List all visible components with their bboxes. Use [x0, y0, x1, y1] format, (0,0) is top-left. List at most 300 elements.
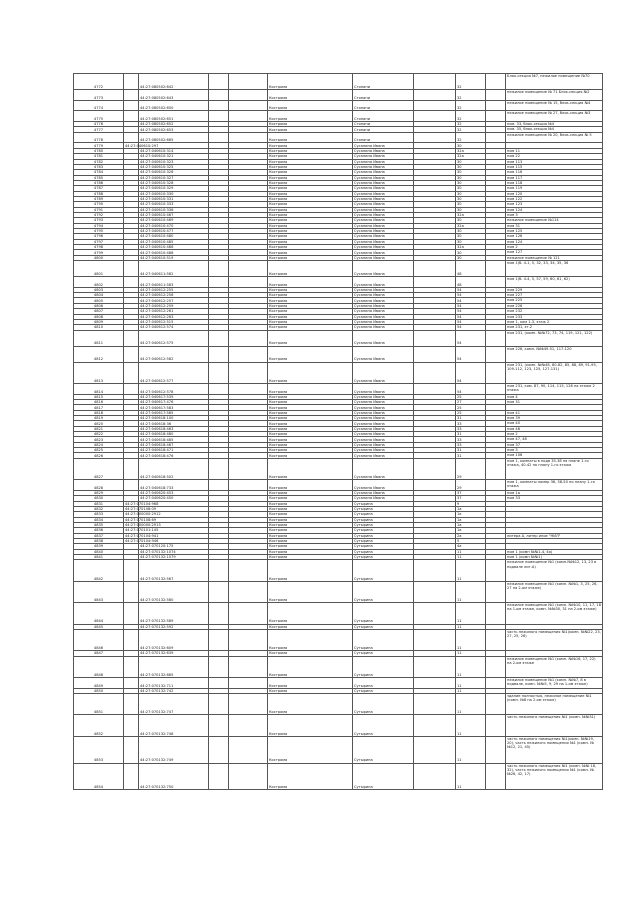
row-number: 4795 [74, 228, 124, 233]
blank-cell [414, 715, 456, 736]
table-row [74, 560, 603, 581]
blank-cell [414, 362, 456, 383]
cadastral-number: 44:27:070132:639 [139, 651, 209, 656]
blank-cell [209, 715, 229, 736]
house-cell: 31 [456, 448, 486, 453]
house-cell: 25 [456, 394, 486, 399]
note-cell: пом 1а [506, 490, 603, 495]
blank-cell [209, 384, 229, 395]
cadastral-number: 44:27:040610:326 [139, 170, 209, 175]
blank-cell [486, 261, 506, 277]
row-number: 4813 [74, 362, 124, 383]
note-cell: пом 124 [506, 239, 603, 244]
cadastral-number-alt [124, 74, 139, 90]
blank-cell [229, 277, 268, 288]
blank-cell [486, 560, 506, 581]
city-cell: Кострома [268, 122, 353, 127]
cadastral-number-alt [124, 277, 139, 288]
cadastral-number: 44:27:040610:323 [139, 159, 209, 164]
street-cell: Сусанина Ивана [353, 164, 414, 169]
street-cell: Сусанина Ивана [353, 330, 414, 346]
row-number: 4852 [74, 715, 124, 736]
house-cell: 30 [456, 255, 486, 260]
note-cell: пом 3 [506, 448, 603, 453]
house-cell: 32 [456, 132, 486, 143]
table-row [74, 261, 603, 277]
blank-cell [209, 277, 229, 288]
cadastral-number: 44:27:070132:742 [139, 688, 209, 693]
city-cell: Кострома [268, 678, 353, 689]
city-cell: Кострома [268, 656, 353, 677]
row-number: 4772 [74, 74, 124, 90]
blank-cell [414, 74, 456, 90]
cadastral-number: 44:27:040610:469 [139, 218, 209, 223]
table-row [74, 736, 603, 763]
row-number: 4836 [74, 528, 124, 533]
row-number: 4819 [74, 416, 124, 421]
house-cell: 1а [456, 517, 486, 522]
cadastral-number-alt: 44:27:070108:09 [125, 507, 157, 512]
street-cell: Сутырина [353, 688, 414, 693]
city-cell: Кострома [268, 394, 353, 399]
city-cell: Кострома [268, 154, 353, 159]
row-number: 4839 [74, 544, 124, 549]
cadastral-number: 44:27:070132:580 [139, 581, 209, 602]
register-body [74, 74, 603, 790]
blank-cell [209, 480, 229, 491]
city-cell: Кострома [268, 763, 353, 790]
blank-cell [486, 656, 506, 677]
cadastral-number: 44:27:040618:485 [139, 437, 209, 442]
blank-cell [229, 560, 268, 581]
cadastral-number: 44:27:040610:333 [139, 202, 209, 207]
row-number: 4802 [74, 277, 124, 288]
city-cell: Кострома [268, 298, 353, 303]
row-number: 4828 [74, 480, 124, 491]
street-cell: Сутырина [353, 533, 414, 538]
note-cell: нежилое помещение №1 (комн. №№7, 8 в подвале, комн. №№5, 9, 29 на 1-ом этаже) [506, 678, 603, 689]
city-cell: Кострома [268, 100, 353, 111]
cadastral-number: 44:27:040612:261 [139, 309, 209, 314]
note-cell: нежилое помещение № 121 [506, 255, 603, 260]
row-number: 4827 [74, 458, 124, 479]
city-cell: Кострома [268, 405, 353, 410]
street-cell: Сутырина [353, 624, 414, 629]
row-number: 4849 [74, 678, 124, 689]
row-number: 4811 [74, 330, 124, 346]
cadastral-number: 44:27:040612:578 [139, 384, 209, 395]
row-number: 4816 [74, 400, 124, 405]
house-cell: 11 [456, 549, 486, 554]
house-cell: 5 [456, 539, 486, 544]
blank-cell [486, 90, 506, 101]
row-number: 4844 [74, 603, 124, 624]
street-cell: Сусанина Ивана [353, 186, 414, 191]
street-cell: Сусанина Ивана [353, 154, 414, 159]
house-cell: 54 [456, 319, 486, 324]
city-cell: Кострома [268, 159, 353, 164]
city-cell: Кострома [268, 127, 353, 132]
row-number: 4809 [74, 319, 124, 324]
row-number: 4835 [74, 522, 124, 527]
cadastral-number: 44:27:040612:575 [139, 330, 209, 346]
city-cell: Кострома [268, 437, 353, 442]
row-number: 4842 [74, 560, 124, 581]
street-cell: Сусанина Ивана [353, 432, 414, 437]
house-cell: 48 [456, 277, 486, 288]
cadastral-number: 44:27:040617:476 [139, 400, 209, 405]
street-cell: Сутырина [353, 651, 414, 656]
cadastral-number: 44:27:070132:749 [139, 736, 209, 763]
street-cell: Сутырина [353, 501, 414, 506]
street-cell: Сусанина Ивана [353, 400, 414, 405]
row-number: 4786 [74, 180, 124, 185]
street-cell: Сутырина [353, 555, 414, 560]
blank-cell [229, 346, 268, 362]
street-cell: Сусанина Ивана [353, 448, 414, 453]
city-cell: Кострома [268, 448, 353, 453]
note-cell: пом 233 [506, 314, 603, 319]
row-number: 4788 [74, 191, 124, 196]
house-cell: 32а [456, 212, 486, 217]
street-cell: Сусанина Ивана [353, 207, 414, 212]
street-cell: Сусанина Ивана [353, 239, 414, 244]
blank-cell [414, 763, 456, 790]
blank-cell [209, 90, 229, 101]
street-cell: Стопани [353, 122, 414, 127]
cadastral-number: 44:27:040612:577 [139, 362, 209, 383]
blank-cell [229, 763, 268, 790]
city-cell: Кострома [268, 549, 353, 554]
house-cell: 30 [456, 191, 486, 196]
street-cell: Сутырина [353, 715, 414, 736]
cadastral-number-alt [124, 656, 139, 677]
row-number: 4801 [74, 261, 124, 277]
note-cell: пом 231, (комн. №№72, 73, 74, 119, 121, 122) [506, 330, 603, 346]
city-cell: Кострома [268, 432, 353, 437]
cadastral-number: 44:27:040618:480 [139, 432, 209, 437]
row-number: 4804 [74, 293, 124, 298]
city-cell: Кострома [268, 245, 353, 250]
note-cell: нежилое помещение №1 (комн.№№12, 13, 23 в подвале лит.А) [506, 560, 603, 581]
row-number: 4780 [74, 148, 124, 153]
city-cell: Кострома [268, 90, 353, 101]
house-cell: 30 [456, 228, 486, 233]
table-row [74, 330, 603, 346]
blank-cell [209, 629, 229, 650]
blank-cell [414, 261, 456, 277]
street-cell: Сутырина [353, 506, 414, 511]
cadastral-number-alt [124, 560, 139, 581]
street-cell: Стопани [353, 100, 414, 111]
house-cell: 33 [456, 442, 486, 447]
row-number: 4846 [74, 629, 124, 650]
street-cell: Сусанина Ивана [353, 175, 414, 180]
city-cell: Кострома [268, 148, 353, 153]
note-cell: нежилое помещение №1 (комн. №№10, 11, 17, 18 на 1-ом этаже, комн. №№30, 31 на 2-ом этаже) [506, 603, 603, 624]
table-row [74, 480, 603, 491]
street-cell: Стопани [353, 74, 414, 90]
street-cell: Сусанина Ивана [353, 143, 414, 148]
city-cell: Кострома [268, 319, 353, 324]
blank-cell [486, 100, 506, 111]
house-cell: 11 [456, 581, 486, 602]
row-number: 4837 [74, 533, 124, 538]
row-number: 4783 [74, 164, 124, 169]
cadastral-number: 44:27:040618:502 [139, 458, 209, 479]
street-cell: Сусанина Ивана [353, 442, 414, 447]
row-number: 4840 [74, 549, 124, 554]
city-cell: Кострома [268, 239, 353, 244]
street-cell: Сусанина Ивана [353, 458, 414, 479]
city-cell: Кострома [268, 234, 353, 239]
blank-cell [229, 132, 268, 143]
row-number: 4790 [74, 202, 124, 207]
cadastral-number: 44:27:040610:470 [139, 223, 209, 228]
house-cell: 30 [456, 239, 486, 244]
row-number: 4792 [74, 212, 124, 217]
city-cell: Кострома [268, 629, 353, 650]
note-cell: пом 11 [506, 148, 603, 153]
city-cell: Кострома [268, 186, 353, 191]
street-cell: Сусанина Ивана [353, 325, 414, 330]
house-cell: 11 [456, 678, 486, 689]
note-cell: пом 106 [506, 453, 603, 458]
blank-cell [486, 736, 506, 763]
note-cell: пом 225 [506, 298, 603, 303]
city-cell: Кострома [268, 603, 353, 624]
cadastral-number-alt: 44:27:070104:946 [125, 539, 159, 544]
blank-cell [414, 100, 456, 111]
blank-cell [229, 603, 268, 624]
house-cell: 9 [456, 501, 486, 506]
blank-cell [414, 560, 456, 581]
house-cell: 30 [456, 186, 486, 191]
table-row [74, 132, 603, 143]
row-number: 4848 [74, 656, 124, 677]
street-cell: Сутырина [353, 522, 414, 527]
cadastral-number-alt: 44:27:000000:2912 [125, 512, 161, 517]
street-cell: Сутырина [353, 629, 414, 650]
cadastral-number: 44:27:040620:450 [139, 496, 209, 501]
row-number: 4798 [74, 245, 124, 250]
house-cell: 32а [456, 148, 486, 153]
street-cell: Сутырина [353, 549, 414, 554]
cadastral-number: 44:27:070132:609 [139, 629, 209, 650]
city-cell: Кострома [268, 74, 353, 90]
city-cell: Кострома [268, 651, 353, 656]
blank-cell [486, 458, 506, 479]
blank-cell [414, 346, 456, 362]
cadastral-number: 44:27:040610:331 [139, 196, 209, 201]
blank-cell [209, 261, 229, 277]
row-number: 4773 [74, 90, 124, 101]
cadastral-number-alt [124, 694, 139, 715]
row-number: 4833 [74, 512, 124, 517]
city-cell: Кострома [268, 277, 353, 288]
table-row [74, 715, 603, 736]
cadastral-number-alt [124, 629, 139, 650]
note-cell: пом 124 [506, 207, 603, 212]
house-cell: 1а [456, 506, 486, 511]
street-cell: Сусанина Ивана [353, 346, 414, 362]
street-cell: Сутырина [353, 560, 414, 581]
street-cell: Сусанина Ивана [353, 196, 414, 201]
house-cell: 31 [456, 453, 486, 458]
note-cell: пом 1(б. 4-1, 5, 32, 33, 34, 35, 36 [506, 261, 603, 277]
city-cell: Кострома [268, 143, 353, 148]
row-number: 4782 [74, 159, 124, 164]
city-cell: Кострома [268, 330, 353, 346]
cadastral-number: 44:27:040617:583 [139, 405, 209, 410]
table-row [74, 277, 603, 288]
blank-cell [486, 629, 506, 650]
house-cell: 11 [456, 603, 486, 624]
cadastral-number: 44:27:040610:321 [139, 154, 209, 159]
table-row [74, 629, 603, 650]
note-cell: пом. 35, блок-секция №4 [506, 127, 603, 132]
cadastral-number-alt [124, 715, 139, 736]
row-number: 4850 [74, 688, 124, 693]
house-cell: 54 [456, 303, 486, 308]
blank-cell [229, 629, 268, 650]
blank-cell [414, 656, 456, 677]
row-number: 4823 [74, 437, 124, 442]
table-row [74, 603, 603, 624]
house-cell: 54 [456, 362, 486, 383]
cadastral-number-alt [124, 603, 139, 624]
street-cell: Сутырина [353, 544, 414, 549]
house-cell: 33 [456, 426, 486, 431]
cadastral-number: 44:27:070132:711 [139, 678, 209, 689]
row-number: 4793 [74, 218, 124, 223]
cadastral-number-alt [124, 261, 139, 277]
cadastral-number: 44:27:070120:175 [139, 544, 209, 549]
house-cell: 30 [456, 164, 486, 169]
house-cell: 32 [456, 127, 486, 132]
note-cell: пом 127 [506, 250, 603, 255]
blank-cell [414, 458, 456, 479]
blank-cell [209, 330, 229, 346]
table-row [74, 100, 603, 111]
row-number: 4797 [74, 239, 124, 244]
cadastral-number: 44:27:040611:582 [139, 261, 209, 277]
note-cell: пом 37 [506, 442, 603, 447]
house-cell: 54 [456, 346, 486, 362]
city-cell: Кострома [268, 400, 353, 405]
table-row [74, 458, 603, 479]
house-cell: 30 [456, 196, 486, 201]
cadastral-number: 44:27:040610:328 [139, 180, 209, 185]
house-cell: 30 [456, 175, 486, 180]
city-cell: Кострома [268, 442, 353, 447]
blank-cell [486, 346, 506, 362]
cadastral-number: 44:27:040610:486 [139, 245, 209, 250]
city-cell: Кострома [268, 212, 353, 217]
table-row [74, 362, 603, 383]
row-number: 4810 [74, 325, 124, 330]
house-cell: 30 [456, 202, 486, 207]
cadastral-number: 44:27:040618:467 [139, 442, 209, 447]
note-cell: нежилое помещение № 15, блок-секция №4 [506, 100, 603, 111]
note-cell: пом 116 [506, 170, 603, 175]
cadastral-number: 44:27:040610:485 [139, 239, 209, 244]
street-cell: Сусанина Ивана [353, 218, 414, 223]
cadastral-number: 44:27:040612:255 [139, 287, 209, 292]
street-cell: Сусанина Ивана [353, 384, 414, 395]
row-number: 4815 [74, 394, 124, 399]
row-number: 4824 [74, 442, 124, 447]
row-number: 4822 [74, 432, 124, 437]
city-cell: Кострома [268, 218, 353, 223]
house-cell: 29 [456, 458, 486, 479]
note-cell: пом 3 [506, 212, 603, 217]
house-cell: 29 [456, 480, 486, 491]
city-cell: Кострома [268, 287, 353, 292]
street-cell: Сусанина Ивана [353, 202, 414, 207]
city-cell: Кострома [268, 581, 353, 602]
blank-cell [209, 694, 229, 715]
blank-cell [414, 277, 456, 288]
blank-cell [486, 763, 506, 790]
blank-cell [414, 384, 456, 395]
house-cell: 54 [456, 293, 486, 298]
blank-cell [414, 629, 456, 650]
street-cell: Сусанина Ивана [353, 303, 414, 308]
house-cell: 11 [456, 651, 486, 656]
note-cell: нежилое помещение № 20, блок-секция № 5 [506, 132, 603, 143]
house-cell: 54 [456, 384, 486, 395]
city-cell: Кострома [268, 555, 353, 560]
row-number: 4796 [74, 234, 124, 239]
row-number: 4854 [74, 763, 124, 790]
cadastral-number: 44:27:070132:665 [139, 656, 209, 677]
cadastral-number-alt [124, 330, 139, 346]
house-cell: 54 [456, 330, 486, 346]
row-number: 4845 [74, 624, 124, 629]
house-cell: 11 [456, 694, 486, 715]
house-cell: 54 [456, 314, 486, 319]
blank-cell [414, 330, 456, 346]
row-number: 4830 [74, 496, 124, 501]
blank-cell [209, 100, 229, 111]
city-cell: Кострома [268, 207, 353, 212]
street-cell: Сусанина Ивана [353, 496, 414, 501]
note-cell: литера А, литер иное "НИЛ" [506, 533, 603, 538]
house-cell: 11 [456, 629, 486, 650]
blank-cell [414, 694, 456, 715]
blank-cell [209, 678, 229, 689]
note-cell: пом 1 (комн №№1) [506, 555, 603, 560]
blank-cell [229, 111, 268, 122]
row-number: 4818 [74, 410, 124, 415]
blank-cell [229, 656, 268, 677]
blank-cell [486, 74, 506, 90]
row-number: 4789 [74, 196, 124, 201]
row-number: 4825 [74, 448, 124, 453]
blank-cell [229, 384, 268, 395]
house-cell: 27 [456, 400, 486, 405]
city-cell: Кострома [268, 715, 353, 736]
cadastral-number: 44:27:040618:733 [139, 480, 209, 491]
house-cell: 1а [456, 528, 486, 533]
row-number: 4803 [74, 287, 124, 292]
street-cell: Стопани [353, 90, 414, 101]
cadastral-number-alt [124, 763, 139, 790]
city-cell: Кострома [268, 255, 353, 260]
city-cell: Кострома [268, 453, 353, 458]
city-cell: Кострома [268, 736, 353, 763]
